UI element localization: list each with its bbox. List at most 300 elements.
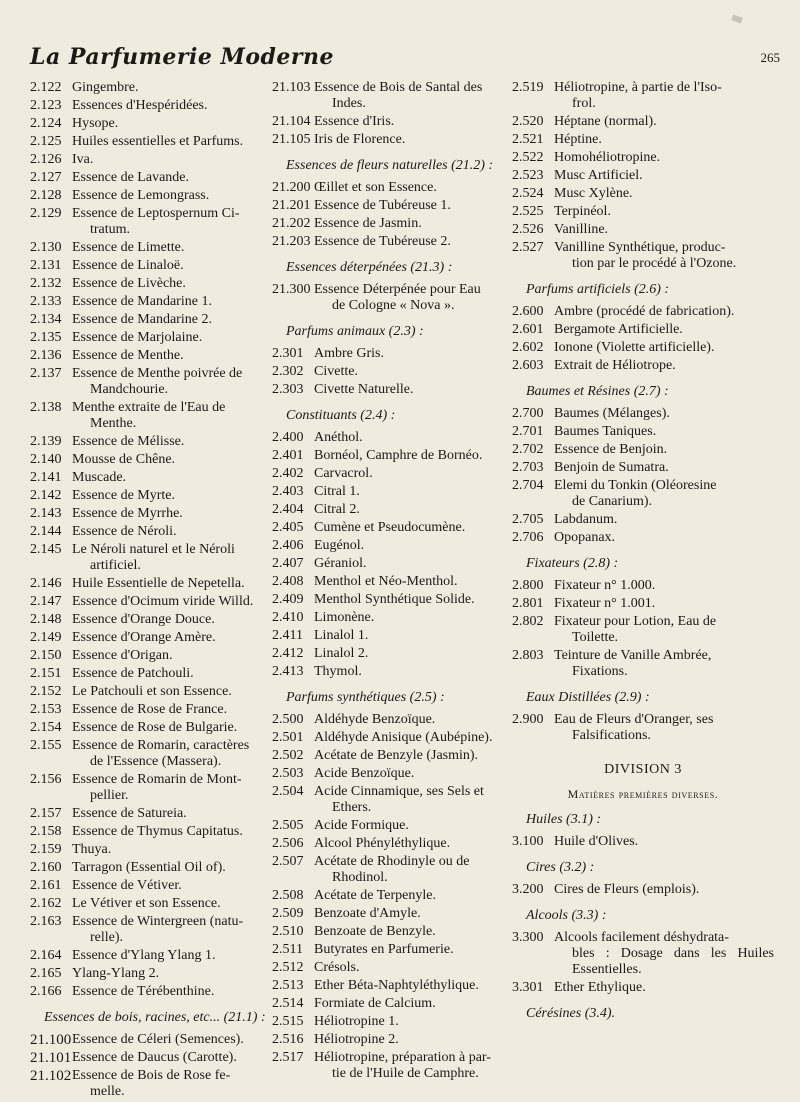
list-item (30, 206, 270, 238)
entry-text (72, 896, 270, 912)
entry-text (72, 984, 270, 1000)
entry-text (554, 168, 774, 184)
entry-number: 2.406 (272, 538, 304, 553)
entry-number: 2.510 (272, 924, 304, 939)
entry-text (554, 358, 774, 374)
section-title: Baumes et Résines (2.7) : (526, 384, 669, 399)
entry-text-continuation: de Cologne « Nova ». (332, 298, 455, 313)
entry-text-line: Bergamote Artificielle. (554, 322, 683, 337)
journal-title: La Parfumerie Moderne (30, 44, 335, 70)
entry-text-line: Ionone (Violette artificielle). (554, 340, 715, 355)
entry-text-line: Formiate de Calcium. (314, 996, 436, 1011)
entry-text-continuation: de Canarium). (572, 494, 653, 509)
entry-text (72, 434, 270, 450)
page-number: 265 (760, 50, 780, 65)
entry-text (72, 524, 270, 540)
list-item (272, 712, 510, 728)
entry-text-line: Linalol 2. (314, 646, 369, 661)
entry-text (72, 720, 270, 736)
entry-text (314, 996, 510, 1012)
entry-number: 2.401 (272, 448, 304, 463)
entry-text (554, 424, 774, 440)
list-item (30, 188, 270, 204)
entry-text-line: Mousse de Chêne. (72, 452, 176, 467)
entry-text-line: Essence de Vétiver. (72, 878, 182, 893)
entry-text-line: Essence de Mandarine 1. (72, 294, 212, 309)
entry-text (554, 340, 774, 356)
entry-number: 2.125 (30, 134, 62, 149)
list-item (272, 888, 510, 904)
entry-number: 3.300 (512, 930, 544, 945)
entry-number: 2.140 (30, 452, 62, 467)
entry-text-line: Essence de Rose de Bulgarie. (72, 720, 238, 735)
entry-text (554, 150, 774, 166)
entry-text-continuation: Toilette. (572, 630, 619, 645)
entry-text (314, 1032, 510, 1048)
list-item (30, 542, 270, 574)
entry-text-line: Tarragon (Essential Oil of). (72, 860, 226, 875)
entry-text-line: Acétate de Terpenyle. (314, 888, 436, 903)
entry-text (72, 684, 270, 700)
entry-number: 21.103 (272, 80, 311, 95)
list-item (30, 312, 270, 328)
entry-text-line: Essence de Jasmin. (314, 216, 422, 231)
entry-text (72, 134, 270, 150)
list-item (272, 430, 510, 446)
entry-text-line: Carvacrol. (314, 466, 373, 481)
entry-text (314, 448, 510, 464)
list-item (272, 610, 510, 626)
entry-text-line: Héliotropine 1. (314, 1014, 399, 1029)
list-item (272, 646, 510, 662)
entry-text-line: Essence d'Origan. (72, 648, 173, 663)
division-title: DIVISION 3 (604, 762, 682, 777)
entry-text-line: Vanilline Synthétique, produc- (554, 240, 726, 255)
entry-list (272, 180, 510, 250)
entry-text-line: Essence d'Iris. (314, 114, 395, 129)
entry-text (72, 506, 270, 522)
list-item (512, 222, 774, 238)
entry-text (554, 596, 774, 612)
entry-number: 2.412 (272, 646, 304, 661)
list-item (512, 980, 774, 996)
list-item (512, 882, 774, 898)
entry-number: 2.526 (512, 222, 544, 237)
list-item (272, 502, 510, 518)
entry-text (72, 542, 270, 574)
entry-text (72, 630, 270, 646)
list-item (272, 1050, 510, 1082)
entry-text (72, 966, 270, 982)
list-item (512, 204, 774, 220)
entry-text-line: Essence de Marjolaine. (72, 330, 203, 345)
entry-number: 2.512 (272, 960, 304, 975)
list-item (272, 836, 510, 852)
page-corner-mark (731, 14, 742, 23)
list-item (512, 596, 774, 612)
entry-text (314, 502, 510, 518)
entry-text (554, 980, 774, 996)
entry-list (272, 80, 510, 148)
list-item (30, 914, 270, 946)
entry-list (512, 882, 774, 898)
section-title: Eaux Distillées (2.9) : (526, 690, 650, 705)
list-item (30, 276, 270, 292)
entry-number: 2.148 (30, 612, 62, 627)
entry-text-line: Essence de Lavande. (72, 170, 189, 185)
entry-number: 3.200 (512, 882, 544, 897)
entry-list (512, 304, 774, 374)
entry-number: 2.141 (30, 470, 62, 485)
entry-text-line: Héliotropine 2. (314, 1032, 399, 1047)
list-item (512, 578, 774, 594)
entry-list (272, 282, 510, 314)
entry-text (314, 234, 510, 250)
entry-text-line: Menthol et Néo-Menthol. (314, 574, 458, 589)
entry-text (554, 882, 774, 898)
entry-text-line: Essence de Néroli. (72, 524, 177, 539)
list-item (30, 98, 270, 114)
section-title: Essences de bois, racines, etc... (21.1) : (44, 1010, 266, 1025)
list-item (30, 330, 270, 346)
column-1 (30, 80, 270, 1102)
entry-text-line: Acide Cinnamique, ses Sels et (314, 784, 484, 799)
entry-text-continuation: Mandchourie. (90, 382, 169, 397)
entry-text-line: Acide Benzoïque. (314, 766, 415, 781)
entry-text (314, 520, 510, 536)
entry-text-line: Alcool Phényléthylique. (314, 836, 451, 851)
entry-number: 2.136 (30, 348, 62, 363)
entry-text (314, 924, 510, 940)
entry-text-continuation: relle). (90, 930, 124, 945)
list-item (272, 1032, 510, 1048)
list-item (512, 150, 774, 166)
entry-text (314, 942, 510, 958)
list-item (512, 358, 774, 374)
list-item (512, 930, 774, 978)
entry-text (314, 906, 510, 922)
list-item (272, 180, 510, 196)
entry-text-line: Extrait de Héliotrope. (554, 358, 676, 373)
list-item (30, 630, 270, 646)
list-item (272, 924, 510, 940)
entry-number: 2.514 (272, 996, 304, 1011)
entry-text-continuation: Indes. (332, 96, 366, 111)
entry-number: 2.900 (512, 712, 544, 727)
entry-list (30, 80, 270, 1000)
entry-number: 2.160 (30, 860, 62, 875)
list-item (272, 1014, 510, 1030)
list-item (30, 152, 270, 168)
entry-text (554, 648, 774, 680)
entry-text-line: Essence de Wintergreen (natu- (72, 914, 244, 929)
list-item (272, 818, 510, 834)
list-item (272, 960, 510, 976)
entry-number: 2.162 (30, 896, 62, 911)
entry-text (72, 470, 270, 486)
entry-text-line: Bornéol, Camphre de Bornéo. (314, 448, 483, 463)
entry-text-continuation: pellier. (90, 788, 129, 803)
page-header (30, 44, 780, 74)
entry-number: 2.130 (30, 240, 62, 255)
entry-text (314, 364, 510, 380)
list-item (272, 520, 510, 536)
entry-text (72, 612, 270, 628)
entry-text-line: Essence de Leptospernum Ci- (72, 206, 240, 221)
list-item (512, 530, 774, 546)
list-item (30, 1050, 270, 1066)
entry-text (554, 578, 774, 594)
entry-text (314, 854, 510, 886)
entry-number: 2.507 (272, 854, 304, 869)
list-item (272, 80, 510, 112)
column-2 (272, 80, 510, 1084)
entry-text-line: Essence de Romarin, caractères (72, 738, 250, 753)
entry-number: 2.157 (30, 806, 62, 821)
entry-text (314, 556, 510, 572)
entry-number: 2.165 (30, 966, 62, 981)
entry-text (72, 312, 270, 328)
entry-text-line: Teinture de Vanille Ambrée, (554, 648, 712, 663)
section-title: Cires (3.2) : (526, 860, 595, 875)
list-item (512, 304, 774, 320)
entry-text (72, 366, 270, 398)
list-item (30, 702, 270, 718)
entry-number: 2.700 (512, 406, 544, 421)
entry-number: 2.803 (512, 648, 544, 663)
list-item (512, 80, 774, 112)
list-item (272, 574, 510, 590)
list-item (512, 460, 774, 476)
entry-text (554, 712, 774, 744)
entry-text-line: Musc Xylène. (554, 186, 633, 201)
entry-text (554, 930, 774, 978)
entry-text-line: Essence de Céleri (Semences). (72, 1032, 244, 1047)
list-item (272, 484, 510, 500)
entry-text (314, 748, 510, 764)
list-item (272, 132, 510, 148)
list-item (30, 258, 270, 274)
entry-text (72, 400, 270, 432)
entry-text (72, 576, 270, 592)
entry-number: 2.139 (30, 434, 62, 449)
list-item (30, 524, 270, 540)
entry-text (314, 960, 510, 976)
entry-text (554, 186, 774, 202)
entry-text (72, 594, 270, 610)
entry-text-line: Essence de Benjoin. (554, 442, 668, 457)
entry-number: 2.163 (30, 914, 62, 929)
section-title: Huiles (3.1) : (526, 812, 602, 827)
entry-text (314, 282, 510, 314)
entry-text (72, 258, 270, 274)
entry-text-line: Essence d'Orange Amère. (72, 630, 216, 645)
entry-text (72, 842, 270, 858)
entry-number: 2.520 (512, 114, 544, 129)
list-item (272, 906, 510, 922)
entry-text (554, 478, 774, 510)
entry-number: 2.147 (30, 594, 62, 609)
entry-number: 2.151 (30, 666, 62, 681)
list-item (30, 170, 270, 186)
list-item (272, 282, 510, 314)
entry-text-line: Héliotropine, à partie de l'Iso- (554, 80, 722, 95)
entry-number: 2.408 (272, 574, 304, 589)
entry-text (72, 914, 270, 946)
entry-text-line: Aldéhyde Anisique (Aubépine). (314, 730, 493, 745)
list-item (30, 488, 270, 504)
section-title: Constituants (2.4) : (286, 408, 396, 423)
entry-text-line: Benjoin de Sumatra. (554, 460, 669, 475)
entry-text-line: Géraniol. (314, 556, 367, 571)
entry-list (272, 712, 510, 1082)
entry-text (554, 460, 774, 476)
entry-text-line: Huile d'Olives. (554, 834, 639, 849)
entry-text-line: Eugénol. (314, 538, 365, 553)
entry-text-line: Essence de Satureia. (72, 806, 187, 821)
entry-text-line: Thymol. (314, 664, 362, 679)
entry-number: 2.509 (272, 906, 304, 921)
entry-text (314, 484, 510, 500)
entry-text-line: Le Vétiver et son Essence. (72, 896, 221, 911)
entry-text (72, 772, 270, 804)
list-item (272, 556, 510, 572)
entry-text-line: Citral 2. (314, 502, 360, 517)
entry-text (554, 222, 774, 238)
entry-text-continuation: tie de l'Huile de Camphre. (332, 1066, 479, 1081)
list-item (512, 478, 774, 510)
entry-number: 2.407 (272, 556, 304, 571)
entry-text-continuation: artificiel. (90, 558, 141, 573)
entry-text-line: Musc Artificiel. (554, 168, 643, 183)
entry-text (554, 442, 774, 458)
entry-number: 2.400 (272, 430, 304, 445)
list-item (30, 860, 270, 876)
section-title: Cérésines (3.4). (526, 1006, 616, 1021)
entry-text-continuation: bles : Dosage dans les Huiles Essentielles. (572, 946, 774, 977)
entry-text-line: Héptane (normal). (554, 114, 657, 129)
entry-text (314, 114, 510, 130)
entry-text-line: Œillet et son Essence. (314, 180, 437, 195)
list-item (272, 766, 510, 782)
list-item (30, 666, 270, 682)
entry-text (72, 666, 270, 682)
entry-text-line: Essence de Myrte. (72, 488, 176, 503)
list-item (272, 448, 510, 464)
entry-text (72, 276, 270, 292)
entry-list (272, 346, 510, 398)
entry-text (314, 592, 510, 608)
list-item (30, 966, 270, 982)
list-item (30, 1068, 270, 1100)
entry-number: 2.522 (512, 150, 544, 165)
entry-number: 2.129 (30, 206, 62, 221)
entry-text-line: Le Patchouli et son Essence. (72, 684, 232, 699)
entry-text (72, 80, 270, 96)
entry-text (314, 784, 510, 816)
entry-number: 2.301 (272, 346, 304, 361)
entry-number: 2.501 (272, 730, 304, 745)
entry-text-continuation: frol. (572, 96, 596, 111)
entry-text-line: Vanilline. (554, 222, 609, 237)
list-item (30, 116, 270, 132)
entry-number: 2.126 (30, 152, 62, 167)
list-item (30, 772, 270, 804)
entry-text-line: Menthol Synthétique Solide. (314, 592, 475, 607)
entry-text-line: Essence d'Ylang Ylang 1. (72, 948, 216, 963)
entry-text (314, 1050, 510, 1082)
entry-text (314, 730, 510, 746)
entry-text-line: Anéthol. (314, 430, 363, 445)
entry-number: 21.102 (30, 1068, 72, 1084)
entry-text-line: Ambre Gris. (314, 346, 384, 361)
list-item (30, 400, 270, 432)
entry-list (512, 80, 774, 272)
list-item (272, 234, 510, 250)
entry-text (314, 216, 510, 232)
section-title: Essences de fleurs naturelles (21.2) : (286, 158, 494, 173)
entry-number: 2.701 (512, 424, 544, 439)
entry-number: 2.404 (272, 502, 304, 517)
list-item (30, 452, 270, 468)
list-item (512, 322, 774, 338)
list-item (512, 512, 774, 528)
entry-text (554, 132, 774, 148)
entry-text-line: Le Néroli naturel et le Néroli (72, 542, 235, 557)
entry-text-line: Opopanax. (554, 530, 616, 545)
entry-text-line: Essence de Daucus (Carotte). (72, 1050, 237, 1065)
entry-list (272, 430, 510, 680)
entry-text (72, 330, 270, 346)
entry-text-line: Ambre (procédé de fabrication). (554, 304, 735, 319)
entry-text (554, 304, 774, 320)
list-item (30, 612, 270, 628)
entry-number: 21.203 (272, 234, 311, 249)
entry-text (72, 1050, 270, 1066)
entry-text (314, 888, 510, 904)
entry-text-continuation: melle. (90, 1084, 125, 1099)
list-item (272, 664, 510, 680)
entry-number: 2.403 (272, 484, 304, 499)
entry-text-line: Thuya. (72, 842, 112, 857)
section-title: Parfums synthétiques (2.5) : (286, 690, 445, 705)
entry-text (72, 348, 270, 364)
entry-number: 21.201 (272, 198, 311, 213)
entry-number: 2.146 (30, 576, 62, 591)
entry-text (72, 98, 270, 114)
entry-number: 2.134 (30, 312, 62, 327)
entry-text-line: Butyrates en Parfumerie. (314, 942, 454, 957)
entry-text-line: Baumes (Mélanges). (554, 406, 670, 421)
entry-text (554, 204, 774, 220)
entry-text-line: Gingembre. (72, 80, 139, 95)
entry-text (314, 1014, 510, 1030)
list-item (30, 878, 270, 894)
entry-number: 2.502 (272, 748, 304, 763)
entry-number: 2.144 (30, 524, 62, 539)
entry-text (554, 614, 774, 646)
list-item (512, 340, 774, 356)
entry-text-line: Acétate de Benzyle (Jasmin). (314, 748, 479, 763)
entry-text-line: Menthe extraite de l'Eau de (72, 400, 226, 415)
list-item (512, 406, 774, 422)
entry-number: 2.516 (272, 1032, 304, 1047)
entry-text (72, 188, 270, 204)
entry-text-line: Civette. (314, 364, 358, 379)
entry-number: 2.511 (272, 942, 303, 957)
section-title: Fixateurs (2.8) : (526, 556, 619, 571)
entry-text (314, 574, 510, 590)
